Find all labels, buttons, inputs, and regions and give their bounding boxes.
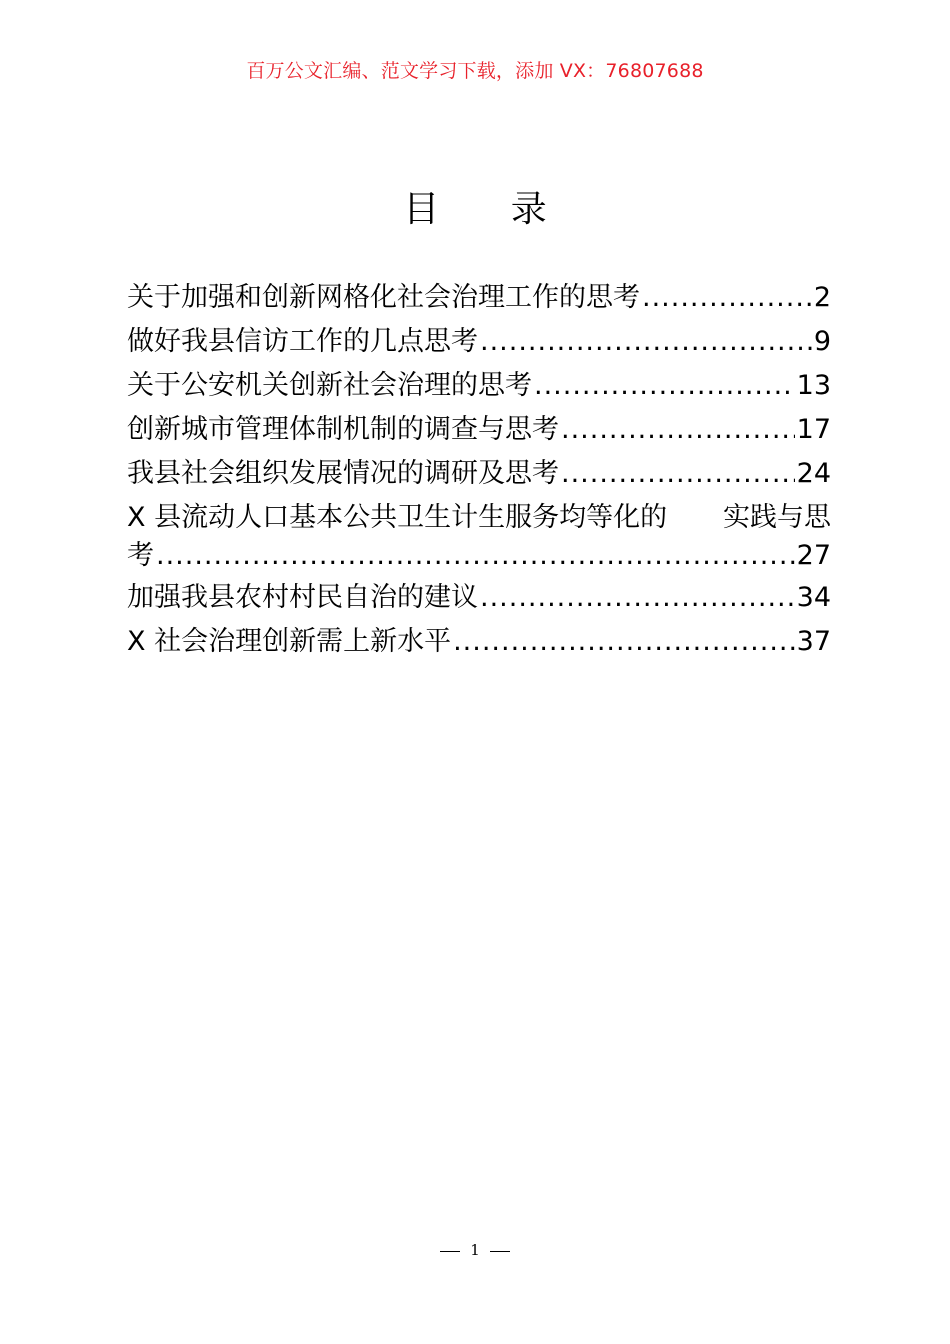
footer-dash-right bbox=[490, 1251, 510, 1252]
dot-leader bbox=[156, 536, 795, 576]
dot-leader bbox=[561, 452, 795, 496]
dot-leader bbox=[480, 320, 812, 364]
toc-entry-page: 34 bbox=[796, 582, 831, 613]
toc-entry[interactable] bbox=[127, 496, 831, 576]
toc-entry-title-part-a: X 县流动人口基本公共卫生计生服务均等化的 bbox=[127, 502, 668, 533]
toc-entry-page: 27 bbox=[796, 540, 831, 571]
toc-entry[interactable] bbox=[127, 276, 831, 320]
toc-entry[interactable] bbox=[127, 452, 831, 496]
toc-entry[interactable] bbox=[127, 620, 831, 664]
toc-entry-title: X 社会治理创新需上新水平 bbox=[127, 626, 452, 657]
toc-entry-title-line1 bbox=[127, 500, 831, 536]
dot-leader bbox=[480, 576, 795, 620]
dot-leader bbox=[534, 364, 795, 408]
toc-entry-title: 做好我县信访工作的几点思考 bbox=[127, 326, 478, 357]
toc-entry[interactable] bbox=[127, 364, 831, 408]
toc-entry-title-line2 bbox=[127, 536, 831, 576]
dot-leader bbox=[642, 276, 812, 320]
toc-entry-page: 37 bbox=[796, 626, 831, 657]
toc-entry-page: 13 bbox=[796, 370, 831, 401]
toc-entry-page: 2 bbox=[813, 282, 831, 313]
toc-entry-title: 关于公安机关创新社会治理的思考 bbox=[127, 370, 532, 401]
page-number: 1 bbox=[470, 1241, 480, 1259]
toc-entry-title: 加强我县农村村民自治的建议 bbox=[127, 582, 478, 613]
page-title: 目 录 bbox=[403, 189, 577, 230]
footer-dash-left bbox=[440, 1251, 460, 1252]
toc-entry-title: 考 bbox=[127, 540, 154, 571]
toc-entry-page: 17 bbox=[796, 414, 831, 445]
header-note: 百万公文汇编、范文学习下载，添加 VX：76807688 bbox=[246, 60, 704, 82]
dot-leader bbox=[453, 620, 795, 664]
toc-entry-title: 我县社会组织发展情况的调研及思考 bbox=[127, 458, 559, 489]
dot-leader bbox=[561, 408, 795, 452]
toc-entry-title-part-b: 实践与思 bbox=[723, 502, 831, 533]
toc-entry-page: 9 bbox=[813, 326, 831, 357]
table-of-contents bbox=[127, 276, 831, 664]
toc-entry-title: 关于加强和创新网格化社会治理工作的思考 bbox=[127, 282, 640, 313]
page-footer bbox=[0, 1238, 950, 1262]
toc-entry[interactable] bbox=[127, 408, 831, 452]
toc-entry[interactable] bbox=[127, 576, 831, 620]
toc-entry[interactable] bbox=[127, 320, 831, 364]
toc-entry-page: 24 bbox=[796, 458, 831, 489]
toc-entry-title: 创新城市管理体制机制的调查与思考 bbox=[127, 414, 559, 445]
